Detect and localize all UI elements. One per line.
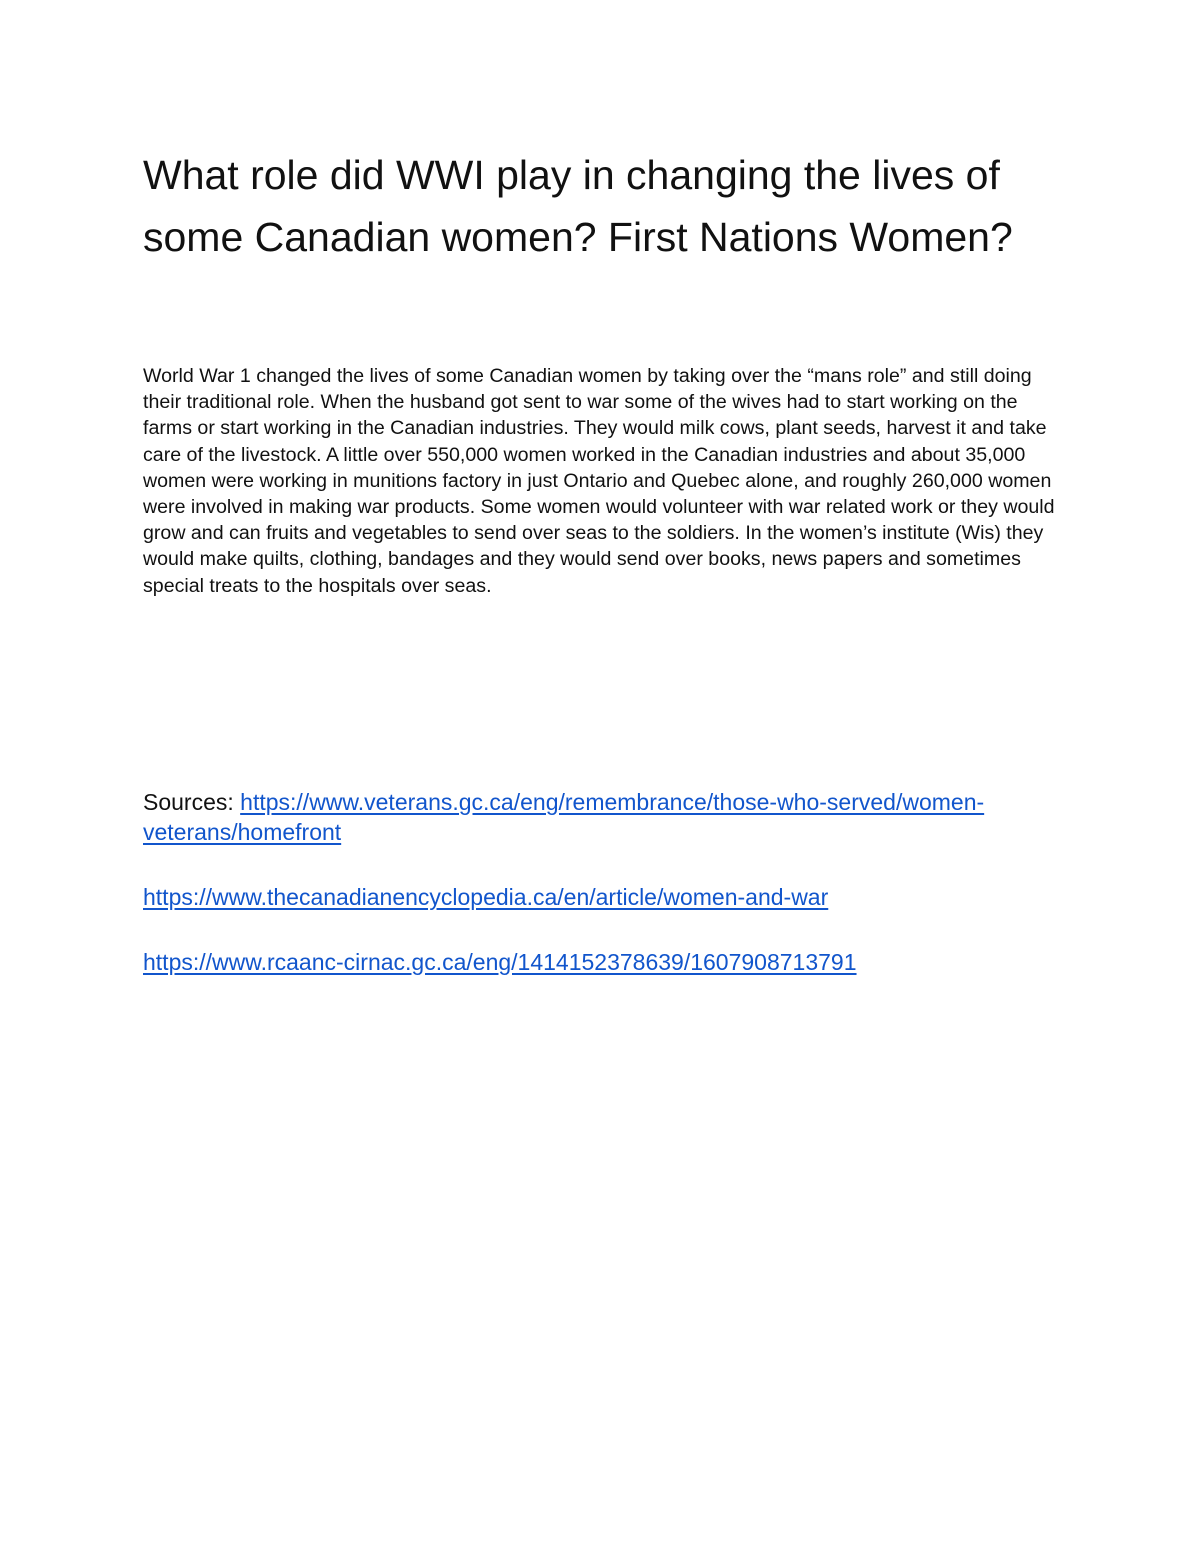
source-link-veterans[interactable]: https://www.veterans.gc.ca/eng/remembrance/those-who-served/women-veterans/homefront: [143, 789, 985, 845]
body-paragraph: World War 1 changed the lives of some Canadian women by taking over the “mans role” and still doing their traditional role. When the husband got sent to war some of the wives had to start working on the farms or start working in the Canadian industries. They would milk cows, plant seeds, harvest it and take care of the livestock. A little over 550,000 women worked in the Canadian industries and about 35,000 women were working in munitions factory in just Ontario and Quebec alone, and roughly 260,000 women were involved in making war products. Some women would volunteer with war related work or they would grow and can fruits and vegetables to send over seas to the soldiers. In the women’s institute (Wis) they would make quilts, clothing, bandages and they would send over books, news papers and sometimes special treats to the hospitals over seas.: [143, 365, 1055, 597]
source-link-encyclopedia[interactable]: https://www.thecanadianencyclopedia.ca/en/article/women-and-war: [143, 884, 829, 910]
source-line-encyclopedia: [143, 882, 1043, 912]
document-title: What role did WWI play in changing the lives of some Canadian women? First Nations Women?: [143, 152, 1013, 260]
source-line-rcaanc: [143, 947, 1043, 977]
sources-block: [143, 787, 1043, 847]
sources-label: Sources:: [143, 789, 234, 815]
source-link-rcaanc[interactable]: https://www.rcaanc-cirnac.gc.ca/eng/1414152378639/1607908713791: [143, 949, 857, 975]
